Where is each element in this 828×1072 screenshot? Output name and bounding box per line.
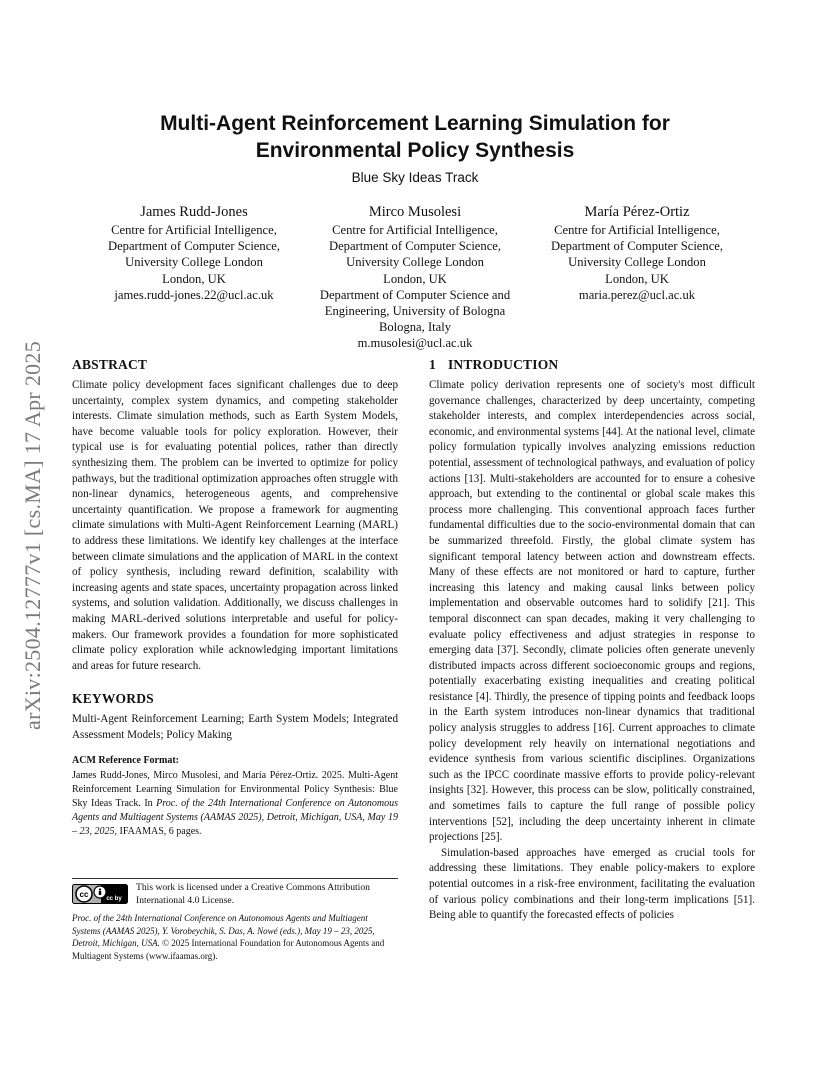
affiliation-line: Centre for Artificial Intelligence, <box>332 223 498 237</box>
author-email: m.musolesi@ucl.ac.uk <box>357 336 473 351</box>
abstract-text: Climate policy development faces significant challenges due to deep uncertainty, complex system dynamics, and competing stakeholder interests. Climate simulation methods, such as Earth System Models, have become valuable tools for policy exploration. However, their typical use is for evaluating potential polices, rather than directly synthesizing them. The problem can be inverted to optimize for policy pathways, but the traditional optimization approaches often struggle with non-linear dynamics, heterogeneous agents, and comprehensive uncertainty quantification. We propose a framework for augmenting climate simulations with Multi-Agent Reinforcement Learning (MARL) to address these limitations. We identify key challenges at the interface between climate simulations and the application of MARL in the context of policy synthesis, including reward definition, scalability with increasing agents and state spaces, uncertainty propagation across linked systems, and solution validation. Additionally, we discuss challenges in making MARL-derived solutions interpretable and useful for policy-makers. Our framework provides a foundation for more sophisticated climate policy exploration while acknowledging important limitations and areas for future research. <box>72 379 398 672</box>
title-line-1: Multi-Agent Reinforcement Learning Simulation for <box>160 112 670 135</box>
keywords-text: Multi-Agent Reinforcement Learning; Earth System Models; Integrated Assessment Models; Policy Making <box>72 713 398 741</box>
affiliation-line: University College London <box>346 255 484 270</box>
acm-reference-heading: ACM Reference Format: <box>72 755 179 767</box>
keywords-heading: KEYWORDS <box>72 691 154 707</box>
affiliation-line: London, UK <box>383 271 447 286</box>
intro-paragraph-1: Climate policy derivation represents one of society's most difficult governance challenges, characterized by deep uncertainty, competing stakeholder interests, and complex interdependencies across social, economic, and environmental systems [44]. At the national level, climate policy formulation typically involves analyzing emissions reduction potential, assessment of technological pathways, and evaluation of policy actions [13]. Multi-stakeholders are accounted for to ensure a cohesive approach, but extending to the continental or global scale makes this process more challenging. This conventional approach faces further fundamental difficulties due to the socio-environmental domain that can be summarized threefold. Firstly, the global climate system has significant temporal latency between action and downstream effects. Many of these effects are not monitored or hard to capture, further increasing this latency and making causal links between policy implementation and observable outcomes hard to solidify [21]. This temporal disconnect can span decades, making it very challenging to evaluate policy effectiveness and adjust strategies in response to emerging data [37]. Secondly, climate policies often generate unevenly distributed impacts across different socioeconomic groups and regions, potentially exacerbating existing inequalities and creating political resistance [4]. Thirdly, the presence of tipping points and feedback loops in the Earth system introduces non-linear dynamics that traditional policy analysis struggles to address [16]. Current approaches to climate policy development rely heavily on international negotiations and evidence synthesis from various scientific disciplines. Organizations such as the IPCC coordinate massive efforts to provide policy-relevant insights [32]. However, this process can be slow, politically constrained, and sometimes fails to capture the full range of possible policy interventions [52], including the deep uncertainty inherent in climate projections [25]. <box>429 379 755 844</box>
author-name: James Rudd-Jones <box>140 204 248 220</box>
left-column <box>72 356 398 839</box>
affiliation-line: Department of Computer Science, <box>107 239 281 254</box>
acm-reference-plain: James Rudd-Jones, Mirco Musolesi, and María Pérez-Ortiz. 2025. Multi-Agent Reinforcement Learning Simulation for Environmental Policy Synthesis: Blue Sky Ideas Track. In <box>72 770 398 810</box>
title-line-2: Environmental Policy Synthesis <box>255 139 575 162</box>
arxiv-identifier: arXiv:2504.12777v1 [cs.MA] 17 Apr 2025 <box>20 340 45 730</box>
affiliation-line: Bologna, Italy <box>378 320 452 335</box>
track-label: Blue Sky Ideas Track <box>351 170 479 185</box>
right-column <box>429 356 755 924</box>
license-badge-label: cc by <box>106 896 122 902</box>
affiliation-line: Centre for Artificial Intelligence, <box>554 223 720 237</box>
acm-reference-venue: Proc. of the 24th International Conference on Autonomous Agents and Multiagent Systems (AAMAS 2025), Detroit, Michigan, USA, May 19 – 23, 2025 <box>72 798 399 838</box>
license-block <box>72 878 398 907</box>
affiliation-line: Department of Computer Science and <box>319 287 511 302</box>
acm-reference-tail: , IFAAMAS, 6 pages. <box>114 826 202 838</box>
footnote-italic: Proc. of the 24th International Conference on Autonomous Agents and Multiagent Systems (AAMAS 2025), Y. Vorobeychik, S. Das, A. Nowé (eds.), May 19 – 23, 2025, Detroit, Michigan, USA. <box>72 913 375 948</box>
section-title: INTRODUCTION <box>447 357 559 372</box>
author-email: maria.perez@ucl.ac.uk <box>578 287 696 302</box>
affiliation-line: Centre for Artificial Intelligence, <box>111 223 277 237</box>
author-block-1 <box>84 202 304 303</box>
affiliation-line: Department of Computer Science, <box>328 239 502 254</box>
author-email: james.rudd-jones.22@ucl.ac.uk <box>114 287 274 302</box>
license-text: This work is licensed under a Creative Commons Attribution International 4.0 License. <box>136 882 370 906</box>
creative-commons-by-icon <box>72 884 128 904</box>
intro-paragraph-2: Simulation-based approaches have emerged as crucial tools for addressing these limitations. They enable policy-makers to explore potential outcomes in a risk-free environment, facilitating the evaluation of various policy combinations and their long-term implications [51]. Being able to quantify the forecasted effects of policies <box>429 846 755 922</box>
author-block-2 <box>305 202 525 352</box>
affiliation-line: University College London <box>568 255 706 270</box>
affiliation-line: University College London <box>125 255 263 270</box>
affiliation-line: London, UK <box>605 271 669 286</box>
author-block-3 <box>527 202 747 303</box>
paper-title <box>80 110 750 164</box>
affiliation-line: Department of Computer Science, <box>550 239 724 254</box>
section-number: 1 <box>429 357 436 372</box>
affiliation-line: Engineering, University of Bologna <box>324 304 506 319</box>
conference-footnote <box>72 912 398 962</box>
footnote-copyright: © 2025 International Foundation for Autonomous Agents and Multiagent Systems (www.ifaamas.org). <box>72 938 385 961</box>
section-heading-introduction <box>429 356 755 374</box>
author-name: María Pérez-Ortiz <box>584 204 690 220</box>
abstract-heading: ABSTRACT <box>72 357 148 372</box>
acm-reference-text <box>72 769 398 839</box>
svg-text:cc: cc <box>79 890 89 899</box>
author-name: Mirco Musolesi <box>368 204 462 220</box>
affiliation-line: London, UK <box>162 271 226 286</box>
